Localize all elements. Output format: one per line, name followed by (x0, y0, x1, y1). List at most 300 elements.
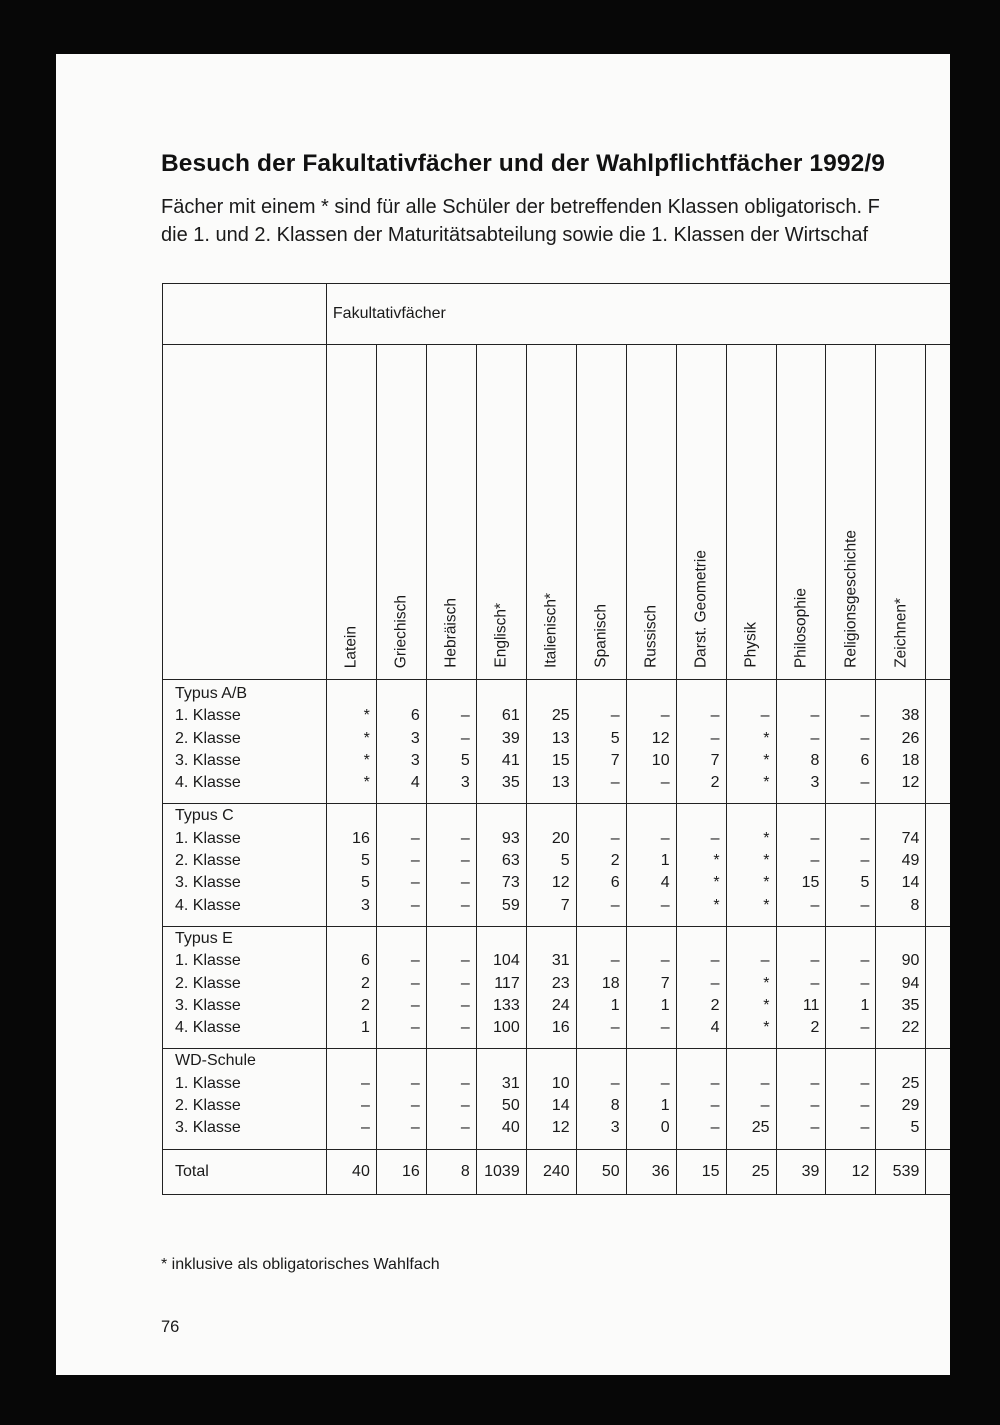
value: 18 (901, 751, 920, 769)
value-cell (476, 804, 526, 926)
value: – (860, 1097, 870, 1115)
value: 2 (360, 996, 370, 1014)
value-cell (426, 804, 476, 926)
value-cell (576, 926, 626, 1048)
value-cell (626, 804, 676, 926)
value-cell (826, 926, 876, 1048)
value: 12 (901, 774, 920, 792)
value: 2 (810, 1019, 820, 1037)
value: – (710, 1119, 720, 1137)
value: 13 (551, 774, 570, 792)
value: – (860, 1074, 870, 1092)
table-body (163, 284, 951, 1195)
value (377, 928, 420, 950)
total-value: 240 (526, 1149, 576, 1194)
value: 8 (810, 751, 820, 769)
value: 5 (910, 1119, 920, 1137)
value-cell (376, 804, 426, 926)
value-cell (376, 926, 426, 1048)
value-cell (576, 680, 626, 804)
value-cell (876, 680, 926, 804)
row-label: Typus C (175, 807, 234, 825)
subject-label: Englisch* (492, 603, 510, 668)
value: * (363, 707, 370, 725)
value: * (763, 896, 770, 914)
total-value: 15 (676, 1149, 726, 1194)
value-cell (726, 926, 776, 1048)
value: – (860, 1019, 870, 1037)
total-value: 12 (826, 1149, 876, 1194)
row-label: 1. Klasse (175, 829, 241, 847)
value: 35 (901, 996, 920, 1014)
value: 12 (651, 729, 670, 747)
value-cell (426, 680, 476, 804)
table-row-block (163, 804, 951, 926)
value-cell (626, 926, 676, 1048)
value: 24 (551, 996, 570, 1014)
value: * (363, 774, 370, 792)
value: 1 (360, 1019, 370, 1037)
value: 38 (901, 707, 920, 725)
value: – (410, 974, 420, 992)
value: 40 (501, 1119, 520, 1137)
value: – (710, 729, 720, 747)
value (876, 805, 919, 827)
value-cell (776, 1049, 826, 1149)
subject-label: Religionsgeschichte (842, 530, 860, 668)
row-label: 4. Klasse (175, 896, 241, 914)
row-label: 4. Klasse (175, 1019, 241, 1037)
value-cell (826, 804, 876, 926)
value (527, 928, 570, 950)
value: 31 (551, 952, 570, 970)
subject-header-cell (676, 345, 726, 680)
value: – (410, 896, 420, 914)
value: – (410, 1119, 420, 1137)
subject-header-cell-cut (926, 345, 950, 680)
subject-header-row (163, 345, 951, 680)
row-label: 3. Klasse (175, 996, 241, 1014)
value (777, 805, 820, 827)
value-cell (576, 804, 626, 926)
value (327, 683, 370, 705)
value (876, 1050, 919, 1072)
value: * (763, 829, 770, 847)
value: – (460, 707, 470, 725)
row-label: 3. Klasse (175, 874, 241, 892)
row-label: 3. Klasse (175, 1119, 241, 1137)
value: * (763, 874, 770, 892)
value: – (760, 707, 770, 725)
value: 2 (710, 774, 720, 792)
intro-line-2: die 1. und 2. Klassen der Maturitätsabteilung sowie die 1. Klassen der Wirtschaf (161, 224, 869, 246)
value: 23 (551, 974, 570, 992)
value: – (410, 1019, 420, 1037)
row-label: Typus A/B (175, 685, 248, 702)
value (677, 928, 720, 950)
value: 2 (610, 852, 620, 870)
value: * (363, 729, 370, 747)
value: * (713, 852, 720, 870)
value-cell (676, 1049, 726, 1149)
value: 94 (901, 974, 920, 992)
value: 3 (610, 1119, 620, 1137)
value: – (760, 1074, 770, 1092)
value: 2 (360, 974, 370, 992)
value-cell-cut (926, 680, 950, 804)
total-value-cut (926, 1149, 950, 1194)
value (677, 683, 720, 705)
value (377, 1050, 420, 1072)
total-value: 25 (726, 1149, 776, 1194)
group-header-cell (326, 284, 950, 345)
value: 5 (360, 874, 370, 892)
value (477, 928, 520, 950)
value: 5 (360, 852, 370, 870)
value (427, 1050, 470, 1072)
value: – (660, 952, 670, 970)
value: – (860, 1119, 870, 1137)
value: – (360, 1119, 370, 1137)
value: 16 (352, 829, 370, 847)
value-cell (326, 680, 376, 804)
value: – (610, 1019, 620, 1037)
value: 10 (651, 751, 670, 769)
value (427, 683, 470, 705)
value: 5 (860, 874, 870, 892)
subject-label: Darst. Geometrie (692, 549, 710, 668)
value: – (860, 729, 870, 747)
value: – (460, 1119, 470, 1137)
value: 63 (501, 852, 520, 870)
value: 8 (610, 1097, 620, 1115)
value: 6 (610, 874, 620, 892)
value: 16 (551, 1019, 570, 1037)
value: – (460, 874, 470, 892)
value: – (860, 896, 870, 914)
value-cell (476, 680, 526, 804)
value: 6 (410, 707, 420, 725)
value: * (763, 852, 770, 870)
value (427, 805, 470, 827)
value: – (810, 729, 820, 747)
value: 4 (660, 874, 670, 892)
value: 14 (551, 1097, 570, 1115)
value: 3 (810, 774, 820, 792)
value: – (460, 829, 470, 847)
subject-label: Hebräisch (442, 598, 460, 668)
subject-header-cell (426, 345, 476, 680)
value: 26 (901, 729, 920, 747)
value: 10 (551, 1074, 570, 1092)
value: 7 (660, 974, 670, 992)
value-cell (376, 680, 426, 804)
value: 15 (551, 751, 570, 769)
value: 59 (501, 896, 520, 914)
row-label-cell (163, 926, 327, 1048)
value (377, 805, 420, 827)
value-cell (726, 680, 776, 804)
value: * (713, 896, 720, 914)
value: – (610, 829, 620, 847)
value: * (363, 751, 370, 769)
value-cell (376, 1049, 426, 1149)
value: * (763, 751, 770, 769)
value-cell (876, 804, 926, 926)
value: 25 (551, 707, 570, 725)
value: 1 (610, 996, 620, 1014)
value (727, 1050, 770, 1072)
value: – (810, 852, 820, 870)
value: – (810, 829, 820, 847)
value: – (660, 1019, 670, 1037)
row-label-cell (163, 1049, 327, 1149)
value: – (860, 952, 870, 970)
header-corner-cell (163, 284, 327, 345)
value: 117 (494, 974, 520, 992)
value: – (660, 707, 670, 725)
value: 100 (493, 1019, 520, 1037)
value: – (660, 1074, 670, 1092)
value: 35 (501, 774, 520, 792)
value: 6 (860, 751, 870, 769)
value: 7 (610, 751, 620, 769)
value (777, 683, 820, 705)
total-value: 539 (876, 1149, 926, 1194)
value (477, 1050, 520, 1072)
value: – (610, 707, 620, 725)
value: 15 (801, 874, 820, 892)
value: 1 (860, 996, 870, 1014)
value-cell (626, 1049, 676, 1149)
value (826, 1050, 869, 1072)
value: – (360, 1097, 370, 1115)
value: – (410, 996, 420, 1014)
value (327, 805, 370, 827)
value (826, 683, 869, 705)
value-cell (726, 804, 776, 926)
value (876, 928, 919, 950)
subject-header-corner (163, 345, 327, 680)
value: – (460, 974, 470, 992)
value-cell (476, 926, 526, 1048)
table-row-block (163, 1049, 951, 1149)
value: – (610, 896, 620, 914)
page-number: 76 (161, 1318, 180, 1336)
value-cell (526, 1049, 576, 1149)
value: 39 (501, 729, 520, 747)
value: 12 (551, 874, 570, 892)
value: – (410, 952, 420, 970)
subject-header-cell (876, 345, 926, 680)
value: 0 (660, 1119, 670, 1137)
value-cell-cut (926, 926, 950, 1048)
value: – (410, 829, 420, 847)
value: 1 (660, 996, 670, 1014)
total-label: Total (163, 1149, 327, 1194)
value: 14 (901, 874, 920, 892)
total-value: 36 (626, 1149, 676, 1194)
value: 5 (610, 729, 620, 747)
value: 1 (660, 852, 670, 870)
value: – (860, 974, 870, 992)
value-cell (326, 1049, 376, 1149)
value: – (710, 952, 720, 970)
value: – (810, 952, 820, 970)
value: 25 (751, 1119, 770, 1137)
row-label: 3. Klasse (175, 751, 241, 769)
value (727, 683, 770, 705)
value (876, 683, 919, 705)
value: – (460, 952, 470, 970)
total-value: 16 (376, 1149, 426, 1194)
subject-label: Latein (342, 625, 360, 668)
value: 90 (901, 952, 920, 970)
value: – (810, 1074, 820, 1092)
value: 31 (501, 1074, 520, 1092)
value-cell (776, 680, 826, 804)
value-cell-cut (926, 804, 950, 926)
value: – (860, 774, 870, 792)
row-label: 1. Klasse (175, 952, 241, 970)
value: – (710, 707, 720, 725)
value: – (710, 974, 720, 992)
value (477, 805, 520, 827)
value-cell (676, 680, 726, 804)
value: 12 (551, 1119, 570, 1137)
value: 3 (410, 729, 420, 747)
value (527, 683, 570, 705)
value: 1 (660, 1097, 670, 1115)
value: – (460, 1074, 470, 1092)
value: – (860, 829, 870, 847)
value: – (760, 1097, 770, 1115)
value-cell (526, 804, 576, 926)
value-cell (676, 926, 726, 1048)
value: * (763, 974, 770, 992)
row-label-cell (163, 680, 327, 804)
value: 3 (410, 751, 420, 769)
row-label: 1. Klasse (175, 1074, 241, 1092)
value-cell (876, 1049, 926, 1149)
subject-label: Griechisch (392, 594, 410, 668)
value-cell (726, 1049, 776, 1149)
value (427, 928, 470, 950)
value: – (660, 829, 670, 847)
value: – (410, 852, 420, 870)
value (327, 928, 370, 950)
value: 50 (501, 1097, 520, 1115)
subject-header-cell (476, 345, 526, 680)
value (677, 805, 720, 827)
value: 4 (710, 1019, 720, 1037)
value: – (810, 896, 820, 914)
row-label: 4. Klasse (175, 774, 241, 792)
row-label: WD-Schule (175, 1052, 256, 1070)
value: – (610, 1074, 620, 1092)
subject-label: Zeichnen* (892, 598, 910, 668)
value-cell (826, 1049, 876, 1149)
value-cell (526, 926, 576, 1048)
value: 73 (501, 874, 520, 892)
value: – (410, 1074, 420, 1092)
value: 5 (460, 751, 470, 769)
subject-label: Physik (742, 622, 760, 668)
value: – (760, 952, 770, 970)
subject-label: Italienisch* (542, 593, 560, 668)
value (627, 928, 670, 950)
value: * (763, 1019, 770, 1037)
document-page (56, 54, 950, 1375)
subject-header-cell (576, 345, 626, 680)
value: – (410, 874, 420, 892)
value-cell (876, 926, 926, 1048)
value-cell (576, 1049, 626, 1149)
value: 104 (493, 952, 520, 970)
value: 18 (601, 974, 620, 992)
value: 93 (501, 829, 520, 847)
value-cell (326, 926, 376, 1048)
value: – (660, 896, 670, 914)
value: 4 (410, 774, 420, 792)
value: * (763, 774, 770, 792)
group-label: Fakultativfächer (332, 305, 446, 322)
value: – (810, 1119, 820, 1137)
value: 25 (901, 1074, 920, 1092)
row-label-cell (163, 804, 327, 926)
subject-label: Spanisch (592, 604, 610, 668)
value: – (810, 974, 820, 992)
value: – (810, 1097, 820, 1115)
statistics-table (162, 283, 950, 1195)
value-cell (626, 680, 676, 804)
value-cell (326, 804, 376, 926)
value (477, 683, 520, 705)
value (826, 805, 869, 827)
value (327, 1050, 370, 1072)
value-cell-cut (926, 1049, 950, 1149)
row-label: 2. Klasse (175, 974, 241, 992)
value: – (460, 896, 470, 914)
value (627, 1050, 670, 1072)
value: – (460, 996, 470, 1014)
value (577, 928, 620, 950)
value (577, 805, 620, 827)
intro-line-1: Fächer mit einem * sind für alle Schüler der betreffenden Klassen obligatorisch. F (161, 196, 880, 218)
value: – (360, 1074, 370, 1092)
value (377, 683, 420, 705)
value: 13 (551, 729, 570, 747)
value: – (710, 829, 720, 847)
value (527, 805, 570, 827)
value: * (713, 874, 720, 892)
row-label: Typus E (175, 929, 233, 947)
row-label: 2. Klasse (175, 1097, 241, 1115)
value: – (810, 707, 820, 725)
value: 6 (360, 952, 370, 970)
value: 74 (901, 829, 920, 847)
value-cell (676, 804, 726, 926)
value (777, 928, 820, 950)
subject-header-cell (776, 345, 826, 680)
subject-header-cell (626, 345, 676, 680)
value: 41 (501, 751, 520, 769)
group-header-row (163, 284, 951, 345)
subject-label: Russisch (642, 605, 660, 668)
value: – (710, 1074, 720, 1092)
value (577, 1050, 620, 1072)
value-cell (776, 804, 826, 926)
